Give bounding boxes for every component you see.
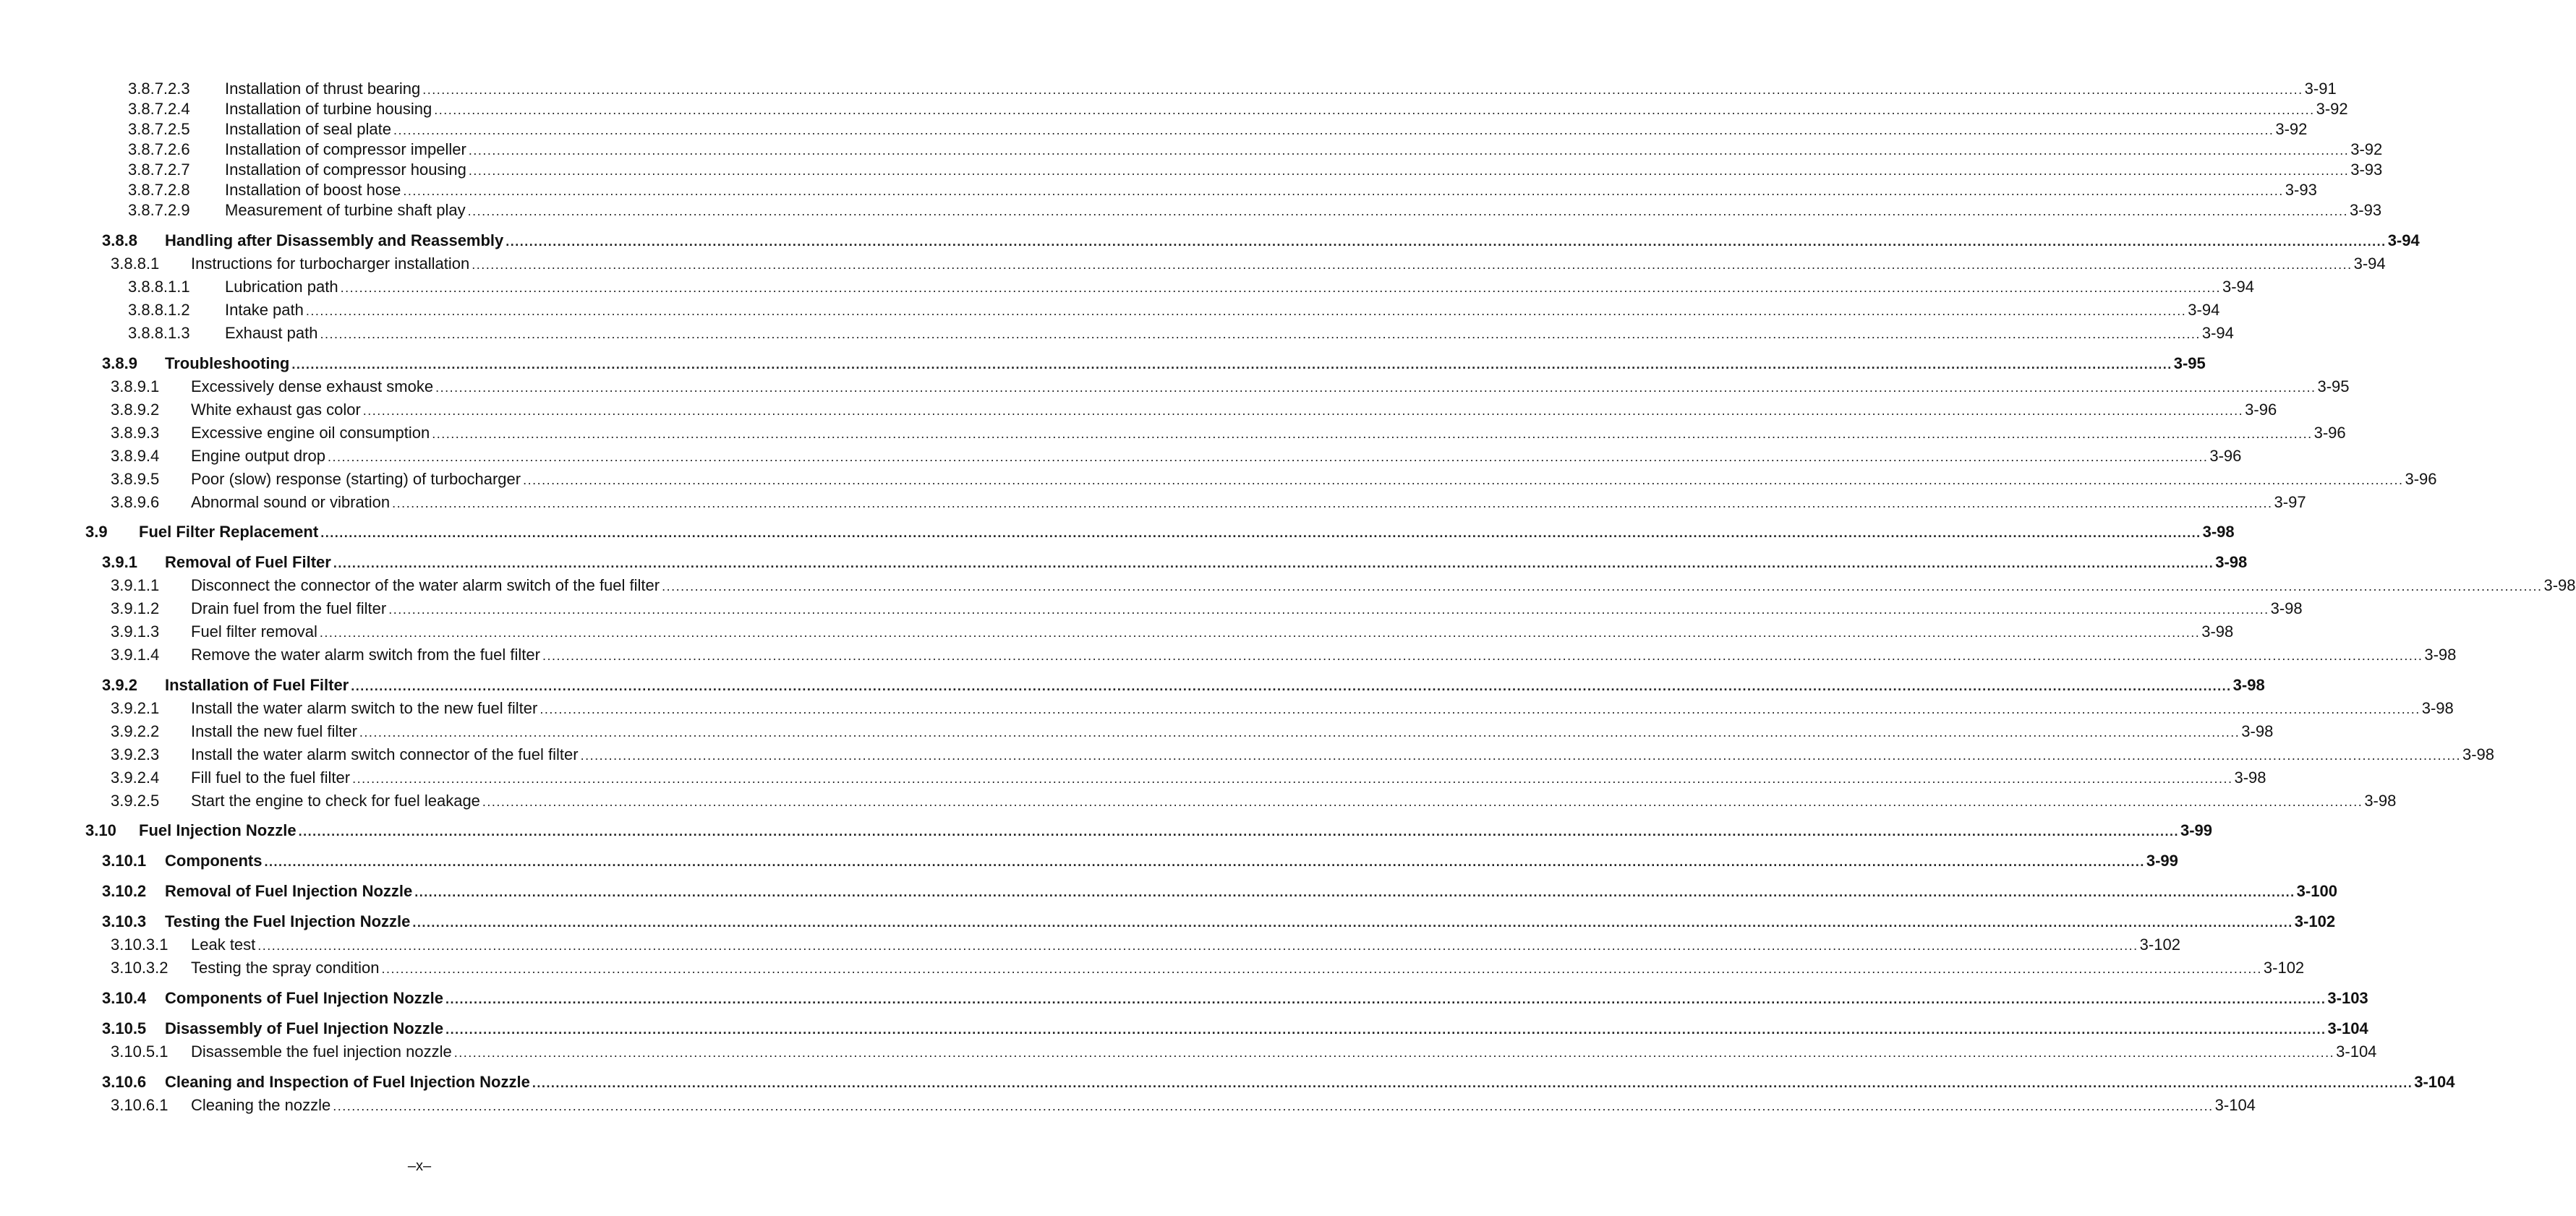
toc-entry-title: Excessively dense exhaust smoke	[191, 377, 434, 395]
toc-entry-number: 3.10.1	[102, 852, 147, 870]
toc-dot-leader: ................................................................................................................................................................................................................................................................................................................................................................................................................	[352, 771, 2233, 786]
toc-entry-page: 3-98	[2421, 699, 2454, 717]
toc-entry-number: 3.10.6	[102, 1073, 147, 1091]
toc-entry-page: 3-100	[2296, 882, 2337, 900]
toc-entry-page: 3-93	[2350, 160, 2383, 179]
toc-entry-title: Fuel Injection Nozzle	[139, 821, 297, 839]
toc-dot-leader: ................................................................................................................................................................................................................................................................................................................................................................................................................	[414, 885, 2295, 899]
toc-entry-number: 3.8.9.6	[111, 493, 160, 511]
toc-entry-title: Instructions for turbocharger installation	[191, 254, 470, 273]
toc-entry-title: Removal of Fuel Filter	[165, 553, 331, 571]
toc-dot-leader: ................................................................................................................................................................................................................................................................................................................................................................................................................	[333, 1099, 2214, 1113]
toc-entry-page: 3-98	[2232, 676, 2265, 694]
toc-entry-number: 3.8.9.4	[111, 447, 160, 465]
toc-dot-leader: ................................................................................................................................................................................................................................................................................................................................................................................................................	[403, 184, 2284, 198]
toc-entry-title: White exhaust gas color	[191, 401, 361, 419]
toc-entry-page: 3-103	[2327, 989, 2368, 1007]
toc-entry-number: 3.10.6.1	[111, 1096, 169, 1114]
toc-entry-title: Handling after Disassembly and Reassembly	[165, 231, 504, 249]
toc-entry-title: Testing the spray condition	[191, 959, 380, 977]
toc-entry-page: 3-98	[2462, 745, 2495, 763]
toc-dot-leader: ................................................................................................................................................................................................................................................................................................................................................................................................................	[445, 1022, 2326, 1037]
toc-entry-title: Troubleshooting	[165, 354, 290, 372]
toc-entry-number: 3.8.7.2.6	[128, 140, 190, 158]
toc-dot-leader: ................................................................................................................................................................................................................................................................................................................................................................................................................	[662, 579, 2543, 594]
toc-dot-leader: ................................................................................................................................................................................................................................................................................................................................................................................................................	[468, 163, 2350, 178]
toc-dot-leader: ................................................................................................................................................................................................................................................................................................................................................................................................................	[333, 556, 2214, 570]
toc-dot-leader: ................................................................................................................................................................................................................................................................................................................................................................................................................	[435, 380, 2316, 395]
toc-entry-title: Exhaust path	[225, 324, 318, 342]
toc-entry-number: 3.8.9	[102, 354, 137, 372]
toc-entry-page: 3-96	[2405, 470, 2437, 488]
toc-entry-title: Installation of seal plate	[225, 120, 391, 138]
toc-entry-page: 3-93	[2285, 181, 2317, 199]
toc-entry-number: 3.8.9.2	[111, 401, 160, 419]
toc-entry-page: 3-104	[2214, 1096, 2256, 1114]
toc-entry-title: Excessive engine oil consumption	[191, 424, 430, 442]
toc-entry-page: 3-98	[2202, 523, 2235, 541]
toc-dot-leader: ................................................................................................................................................................................................................................................................................................................................................................................................................	[432, 427, 2313, 441]
toc-entry-title: Installation of compressor housing	[225, 160, 466, 179]
toc-entry-page: 3-104	[2414, 1073, 2455, 1091]
toc-entry-page: 3-102	[2263, 959, 2305, 977]
toc-dot-leader: ................................................................................................................................................................................................................................................................................................................................................................................................................	[320, 526, 2201, 540]
toc-entry-page: 3-98	[2201, 622, 2234, 641]
toc-entry-page: 3-92	[2316, 100, 2348, 118]
toc-dot-leader: ................................................................................................................................................................................................................................................................................................................................................................................................................	[434, 103, 2315, 117]
toc-entry-number: 3.8.8.1.3	[128, 324, 190, 342]
toc-dot-leader: ................................................................................................................................................................................................................................................................................................................................................................................................................	[532, 1076, 2413, 1090]
toc-entry-page: 3-102	[2294, 912, 2336, 930]
toc-entry-page: 3-95	[2317, 377, 2350, 395]
toc-entry-number: 3.10.3.2	[111, 959, 169, 977]
toc-entry-number: 3.8.7.2.4	[128, 100, 190, 118]
toc-entry-number: 3.9.1.4	[111, 646, 160, 664]
toc-entry-page: 3-99	[2180, 821, 2213, 839]
toc-dot-leader: ................................................................................................................................................................................................................................................................................................................................................................................................................	[351, 679, 2232, 693]
toc-entry-title: Components of Fuel Injection Nozzle	[165, 989, 443, 1007]
toc-entry-title: Installation of compressor impeller	[225, 140, 466, 158]
toc-dot-leader: ................................................................................................................................................................................................................................................................................................................................................................................................................	[482, 795, 2363, 809]
toc-dot-leader: ................................................................................................................................................................................................................................................................................................................................................................................................................	[291, 357, 2172, 372]
toc-entry-title: Install the water alarm switch connector of the fuel filter	[191, 745, 579, 763]
toc-entry-title: Disconnect the connector of the water alarm switch of the fuel filter	[191, 576, 660, 594]
toc-dot-leader: ................................................................................................................................................................................................................................................................................................................................................................................................................	[381, 962, 2262, 976]
toc-entry-title: Install the new fuel filter	[191, 722, 357, 740]
toc-entry-title: Disassembly of Fuel Injection Nozzle	[165, 1019, 444, 1037]
toc-entry-number: 3.9.2.1	[111, 699, 160, 717]
toc-entry-number: 3.9.1	[102, 553, 137, 571]
toc-dot-leader: ................................................................................................................................................................................................................................................................................................................................................................................................................	[327, 450, 2209, 464]
toc-entry-number: 3.8.7.2.8	[128, 181, 190, 199]
toc-entry-title: Measurement of turbine shaft play	[225, 201, 466, 219]
toc-entry-page: 3-104	[2327, 1019, 2368, 1037]
toc-entry-number: 3.8.7.2.7	[128, 160, 190, 179]
toc-entry-title: Lubrication path	[225, 278, 338, 296]
toc-entry-number: 3.9.1.2	[111, 599, 160, 617]
toc-dot-leader: ................................................................................................................................................................................................................................................................................................................................................................................................................	[392, 496, 2273, 510]
toc-entry-title: Start the engine to check for fuel leakage	[191, 792, 480, 810]
toc-entry-title: Installation of turbine housing	[225, 100, 432, 118]
toc-entry-page: 3-91	[2304, 80, 2337, 98]
toc-entry-number: 3.9.2.2	[111, 722, 160, 740]
toc-entry-number: 3.10.2	[102, 882, 147, 900]
toc-entry-number: 3.9.2.4	[111, 768, 160, 787]
toc-dot-leader: ................................................................................................................................................................................................................................................................................................................................................................................................................	[542, 648, 2423, 663]
toc-entry-number: 3.9.1.1	[111, 576, 160, 594]
toc-entry-number: 3.9.2.3	[111, 745, 160, 763]
toc-dot-leader: ................................................................................................................................................................................................................................................................................................................................................................................................................	[388, 602, 2269, 617]
toc-dot-leader: ................................................................................................................................................................................................................................................................................................................................................................................................................	[319, 625, 2201, 640]
toc-entry-number: 3.8.7.2.3	[128, 80, 190, 98]
toc-entry-title: Cleaning and Inspection of Fuel Injection Nozzle	[165, 1073, 530, 1091]
toc-entry-page: 3-99	[2146, 852, 2178, 870]
toc-entry-page: 3-98	[2241, 722, 2274, 740]
toc-dot-leader: ................................................................................................................................................................................................................................................................................................................................................................................................................	[523, 473, 2404, 487]
toc-entry-title: Testing the Fuel Injection Nozzle	[165, 912, 411, 930]
toc-entry-page: 3-94	[2188, 301, 2220, 319]
toc-dot-leader: ................................................................................................................................................................................................................................................................................................................................................................................................................	[257, 938, 2138, 953]
toc-dot-leader: ................................................................................................................................................................................................................................................................................................................................................................................................................	[412, 915, 2293, 930]
toc-entry-number: 3.8.7.2.9	[128, 201, 190, 219]
toc-entry-title: Intake path	[225, 301, 304, 319]
toc-entry-page: 3-98	[2543, 576, 2576, 594]
toc-entry-page: 3-96	[2245, 401, 2277, 419]
toc-entry-page: 3-92	[2275, 120, 2308, 138]
toc-entry-number: 3.10.4	[102, 989, 147, 1007]
toc-dot-leader: ................................................................................................................................................................................................................................................................................................................................................................................................................	[393, 123, 2274, 137]
toc-entry-page: 3-96	[2313, 424, 2346, 442]
toc-entry-number: 3.9.2	[102, 676, 137, 694]
toc-dot-leader: ................................................................................................................................................................................................................................................................................................................................................................................................................	[445, 992, 2326, 1006]
toc-dot-leader: ................................................................................................................................................................................................................................................................................................................................................................................................................	[264, 855, 2145, 869]
toc-dot-leader: ................................................................................................................................................................................................................................................................................................................................................................................................................	[453, 1045, 2335, 1060]
toc-dot-leader: ................................................................................................................................................................................................................................................................................................................................................................................................................	[467, 204, 2349, 218]
toc-dot-leader: ................................................................................................................................................................................................................................................................................................................................................................................................................	[472, 257, 2353, 272]
toc-dot-leader: ................................................................................................................................................................................................................................................................................................................................................................................................................	[298, 824, 2179, 839]
toc-dot-leader: ................................................................................................................................................................................................................................................................................................................................................................................................................	[362, 403, 2244, 418]
toc-dot-leader: ................................................................................................................................................................................................................................................................................................................................................................................................................	[506, 234, 2387, 249]
toc-entry-number: 3.8.8.1.2	[128, 301, 190, 319]
toc-entry-title: Drain fuel from the fuel filter	[191, 599, 387, 617]
toc-entry-number: 3.10.5	[102, 1019, 147, 1037]
toc-entry-number: 3.8.9.5	[111, 470, 160, 488]
toc-entry-number: 3.10	[85, 821, 116, 839]
toc-entry-number: 3.10.3.1	[111, 935, 169, 954]
toc-entry-title: Remove the water alarm switch from the fuel filter	[191, 646, 540, 664]
toc-entry-title: Installation of boost hose	[225, 181, 401, 199]
toc-entry-number: 3.8.9.3	[111, 424, 160, 442]
toc-entry-title: Components	[165, 852, 263, 870]
toc-entry-number: 3.9.1.3	[111, 622, 160, 641]
toc-entry-number: 3.9	[85, 523, 108, 541]
toc-entry-title: Installation of thrust bearing	[225, 80, 421, 98]
toc-entry-title: Fuel Filter Replacement	[139, 523, 319, 541]
toc-entry-number: 3.8.9.1	[111, 377, 160, 395]
toc-entry-number: 3.8.8.1	[111, 254, 160, 273]
toc-entry-page: 3-94	[2353, 254, 2386, 273]
toc-entry-page: 3-98	[2270, 599, 2303, 617]
toc-entry-page: 3-94	[2387, 231, 2420, 249]
page-footer-number: –x–	[407, 1158, 432, 1174]
toc-entry-number: 3.10.5.1	[111, 1042, 169, 1061]
toc-entry-page: 3-94	[2222, 278, 2254, 296]
toc-dot-leader: ................................................................................................................................................................................................................................................................................................................................................................................................................	[468, 143, 2350, 158]
toc-dot-leader: ................................................................................................................................................................................................................................................................................................................................................................................................................	[305, 304, 2187, 318]
toc-entry-title: Removal of Fuel Injection Nozzle	[165, 882, 413, 900]
toc-entry-title: Leak test	[191, 935, 256, 954]
toc-entry-page: 3-102	[2139, 935, 2180, 954]
toc-entry-page: 3-94	[2201, 324, 2234, 342]
toc-entry-page: 3-98	[2424, 646, 2457, 664]
toc-dot-leader: ................................................................................................................................................................................................................................................................................................................................................................................................................	[340, 281, 2221, 295]
toc-entry-title: Abnormal sound or vibration	[191, 493, 391, 511]
toc-entry-page: 3-98	[2364, 792, 2397, 810]
toc-entry-title: Disassemble the fuel injection nozzle	[191, 1042, 452, 1061]
toc-entry-title: Fill fuel to the fuel filter	[191, 768, 351, 787]
toc-entry-title: Engine output drop	[191, 447, 325, 465]
toc-entry-page: 3-95	[2173, 354, 2206, 372]
toc-entry-page: 3-97	[2274, 493, 2306, 511]
toc-dot-leader: ................................................................................................................................................................................................................................................................................................................................................................................................................	[320, 327, 2201, 341]
toc-entry-title: Poor (slow) response (starting) of turbocharger	[191, 470, 521, 488]
toc-entry-title: Install the water alarm switch to the new fuel filter	[191, 699, 538, 717]
toc-dot-leader: ................................................................................................................................................................................................................................................................................................................................................................................................................	[580, 748, 2461, 763]
toc-entry-number: 3.10.3	[102, 912, 147, 930]
toc-dot-leader: ................................................................................................................................................................................................................................................................................................................................................................................................................	[539, 702, 2421, 716]
toc-dot-leader: ................................................................................................................................................................................................................................................................................................................................................................................................................	[359, 725, 2240, 740]
toc-entry-title: Installation of Fuel Filter	[165, 676, 349, 694]
toc-entry-page: 3-92	[2350, 140, 2383, 158]
toc-dot-leader: ................................................................................................................................................................................................................................................................................................................................................................................................................	[422, 82, 2303, 97]
toc-entry-number: 3.8.7.2.5	[128, 120, 190, 138]
toc-entry-number: 3.8.8.1.1	[128, 278, 190, 296]
toc-entry-number: 3.8.8	[102, 231, 137, 249]
toc-entry-page: 3-96	[2209, 447, 2242, 465]
toc-entry-page: 3-98	[2234, 768, 2266, 787]
toc-entry-title: Fuel filter removal	[191, 622, 317, 641]
toc-entry-page: 3-104	[2336, 1042, 2377, 1061]
toc-entry-number: 3.9.2.5	[111, 792, 160, 810]
toc-entry-page: 3-93	[2350, 201, 2382, 219]
toc-entry-title: Cleaning the nozzle	[191, 1096, 331, 1114]
toc-entry-page: 3-98	[2215, 553, 2248, 571]
